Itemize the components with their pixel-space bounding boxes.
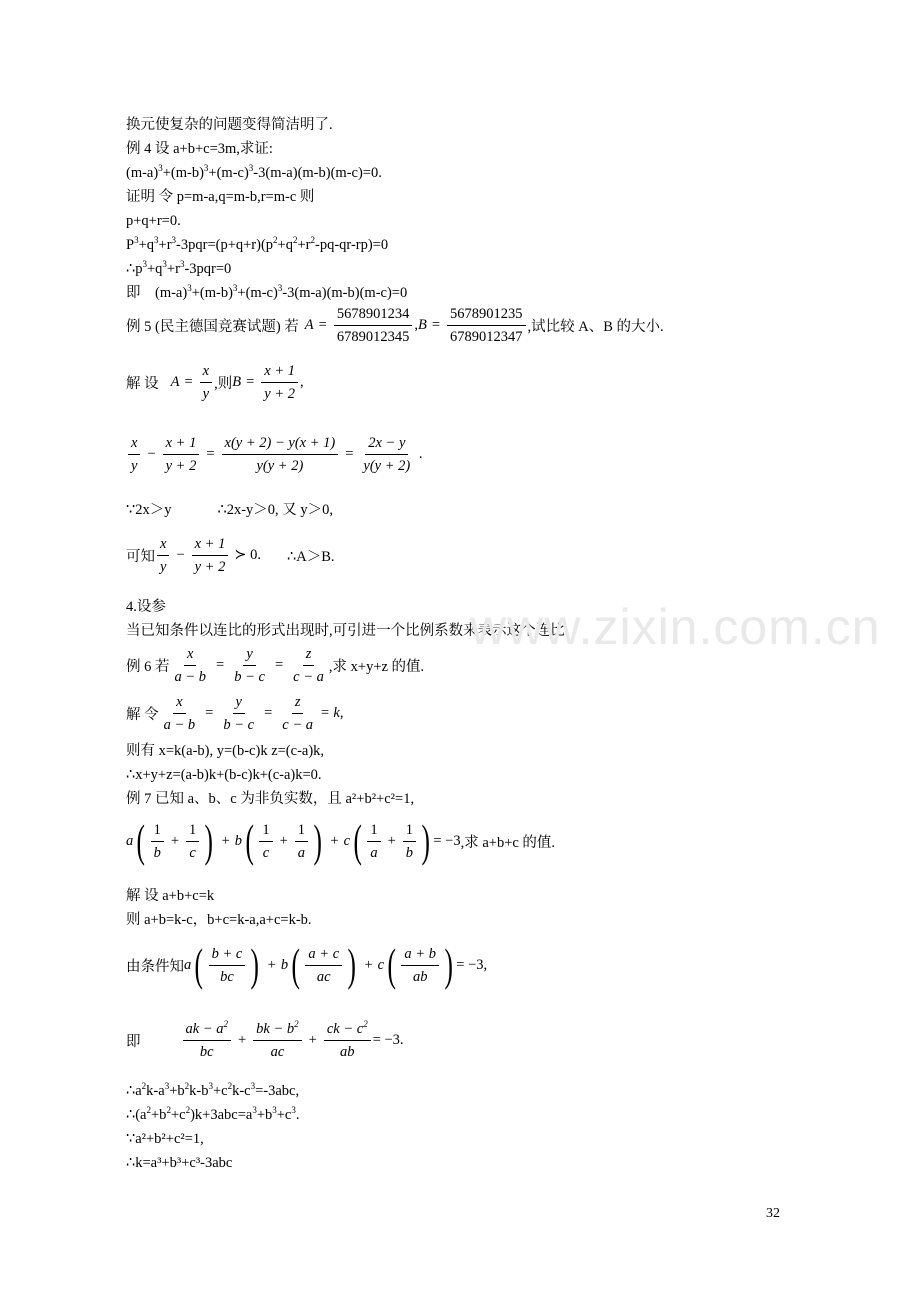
section-4-title: 4.设参 <box>126 599 166 615</box>
pqr-sum-line: p+q+r=0. <box>126 213 181 229</box>
var-A: A <box>304 317 314 333</box>
example-7-title: 例 7 已知 a、b、c 为非负实数，且 a²+b²+c²=1, <box>126 791 415 807</box>
fraction-B: $\frac{5678901235}{6789012347}$ <box>447 305 526 346</box>
can-know-line: 可知 $\frac{x}{y}$ − $\frac{x + 1}{y + 2}$ ≻ 0. ∴A＞B. <box>126 536 335 575</box>
group-line: $\therefore(a^2+b^2+c^2)k+3abc=a^3+b^3+c^3$. <box>126 1105 300 1123</box>
proof-line: 证明 令 p=m-a,q=m-b,r=m-c 则 <box>126 189 315 205</box>
expand-line: $\therefore a^2k-a^3+b^2k-b^3+c^2k-c^3=-3abc$, <box>126 1081 300 1099</box>
example-5-prefix: 例 5 (民主德国竞赛试题) 若 <box>126 319 299 335</box>
section-4-description: 当已知条件以连比的形式出现时,可引进一个比例系数来表示这个连比. <box>126 623 569 639</box>
then-ab-line: 则 a+b=k-c，b+c=k-a,a+c=k-b. <box>126 912 312 928</box>
var-B: B <box>417 317 427 333</box>
from-condition-line: 由条件知 a ( $\frac{b + c}{bc}$ ) + b ( $\frac{a + c}{ac}$ ) + c ( $\frac{a + b}{ab}$ ) = −3, <box>126 939 488 990</box>
solution-set-k: 解 设 a+b+c=k <box>126 888 215 904</box>
solution-set-line: 解 设 A = $\frac{x}{y}$ ,则 B = $\frac{x + 1}{y + 2}$ , <box>126 363 304 402</box>
example-6-line: 例 6 若 $\frac{x}{a - b}$ = $\frac{y}{b - c}$ = $\frac{z}{c - a}$ ,求 x+y+z 的值. <box>126 646 425 685</box>
sum-zero-line: ∴x+y+z=(a-b)k+(b-c)k+(c-a)k=0. <box>126 767 322 783</box>
then-have-line: 则有 x=k(a-b), y=(b-c)k z=(c-a)k, <box>126 743 325 759</box>
page-number: 32 <box>766 1206 780 1221</box>
example-4-title: 例 4 设 a+b+c=3m,求证: <box>126 141 273 157</box>
conclusion-line: 即 $(m-a)^3+(m-b)^3+(m-c)^3-3(m-a)(m-b)(m-c)=0$ <box>126 283 408 301</box>
since-line: ∵2x＞y ∴2x-y＞0, 又 y＞0, <box>126 502 334 518</box>
example-7-condition: a ( $\frac{1}{b}$ + $\frac{1}{c}$ ) + b ( $\frac{1}{c}$ + $\frac{1}{a}$ ) + c ( $\frac{1}{a}$ + $\frac{1}{b}$ ) = −3 ,求 a+b+c 的值. <box>126 815 556 866</box>
factor-line: $P^3+q^3+r^3-3pqr=(p+q+r)(p^2+q^2+r^2-pq-qr-rp)=0$ <box>126 235 389 253</box>
watermark: www.zixin.com.cn <box>470 599 881 655</box>
therefore-line: $\therefore p^3+q^3+r^3-3pqr=0$ <box>126 259 232 277</box>
difference-equation: $\frac{x}{y}$ − $\frac{x + 1}{y + 2}$ = $\frac{x(y + 2) - y(x + 1)}{y(y + 2)}$ = $\frac{2x - y}{y(y + 2)}$ . <box>126 434 422 475</box>
solution-let-line: 解 令 $\frac{x}{a - b}$ = $\frac{y}{b - c}$ = $\frac{z}{c - a}$ = k, <box>126 694 344 733</box>
since-sum-squares: ∵a²+b²+c²=1, <box>126 1131 204 1147</box>
example-5-line: 例 5 (民主德国竞赛试题) 若 A = $\frac{5678901234}{6789012345}$ , B = $\frac{5678901235}{6789012347}$ ,试比较 A、B 的大小. <box>126 306 664 345</box>
text-line: 换元使复杂的问题变得简洁明了. <box>126 117 333 133</box>
ji-line: 即 $\frac{ak - a^2}{bc}$ + $\frac{bk - b^2}{ac}$ + $\frac{ck - c^2}{ab}$ = −3. <box>126 1019 404 1060</box>
identity-line: $(m-a)^3+(m-b)^3+(m-c)^3-3(m-a)(m-b)(m-c)=0$. <box>126 163 382 181</box>
example-5-suffix: ,试比较 A、B 的大小. <box>527 319 664 335</box>
fraction-A: $\frac{5678901234}{6789012345}$ <box>334 305 413 346</box>
k-result-line: ∴k=a³+b³+c³-3abc <box>126 1155 233 1171</box>
